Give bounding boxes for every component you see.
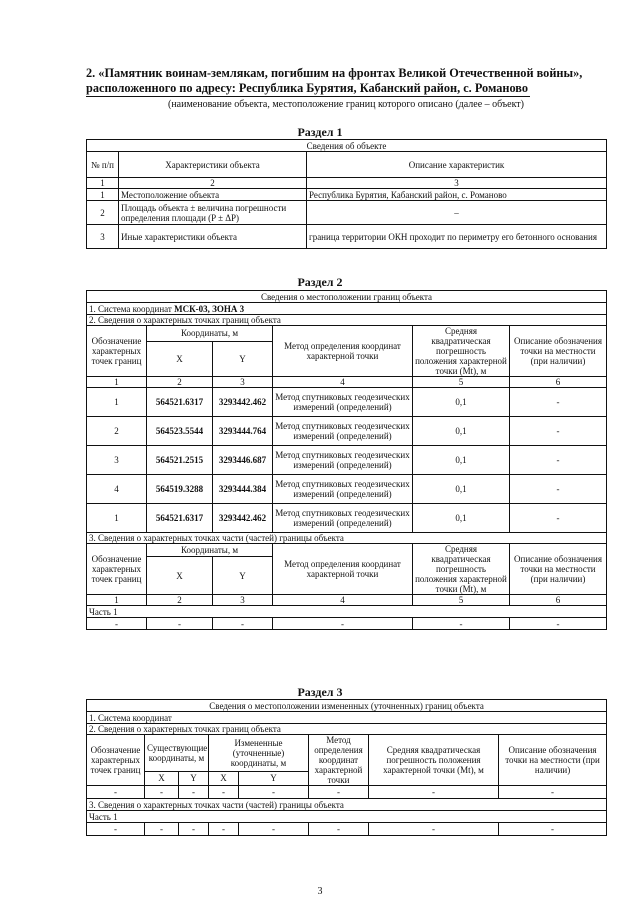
point-x: 564523.5544 xyxy=(147,417,213,446)
heading-subtitle: (наименование объекта, местоположение границ которого описано (далее – объект) xyxy=(167,99,525,110)
section-1-table xyxy=(86,139,607,249)
point-description: - xyxy=(510,388,607,417)
header-characteristic: Характеристики объекта xyxy=(119,152,307,178)
point-number: 1 xyxy=(87,504,147,533)
part-label: Часть 1 xyxy=(87,606,607,618)
coordinate-system-label: 1. Система координат xyxy=(89,303,175,314)
point-number: 2 xyxy=(87,417,147,446)
row-number: 2 xyxy=(87,201,119,225)
row-description: граница территории ОКН проходит по периметру его бетонного основания xyxy=(307,225,607,249)
empty-cell: - xyxy=(309,823,369,836)
numbering-cell: 4 xyxy=(273,377,413,388)
empty-cell: - xyxy=(239,823,309,836)
section-2-table xyxy=(86,290,607,630)
empty-cell: - xyxy=(309,786,369,799)
point-number: 1 xyxy=(87,388,147,417)
empty-cell: - xyxy=(369,786,499,799)
point-method: Метод спутниковых геодезических измерений (определений) xyxy=(273,504,413,533)
empty-cell: - xyxy=(209,823,239,836)
table-row xyxy=(87,417,607,446)
table-row xyxy=(87,225,607,249)
coordinate-system-value: МСК-03, ЗОНА 3 xyxy=(174,303,245,314)
point-method: Метод спутниковых геодезических измерений (определений) xyxy=(273,475,413,504)
heading-line-2: расположенного по адресу: Республика Бурятия, Кабанский район, с. Романово xyxy=(86,81,529,95)
section-1-table-title: Сведения об объекте xyxy=(87,140,607,152)
header-x: X xyxy=(147,341,213,376)
empty-cell: - xyxy=(209,786,239,799)
point-x: 564521.6317 xyxy=(147,388,213,417)
point-x: 564521.6317 xyxy=(147,504,213,533)
point-y: 3293444.764 xyxy=(213,417,273,446)
point-method: Метод спутниковых геодезических измерений (определений) xyxy=(273,417,413,446)
row-description: Республика Бурятия, Кабанский район, с. Романово xyxy=(307,189,607,201)
table-row xyxy=(87,189,607,201)
point-number: 4 xyxy=(87,475,147,504)
empty-cell: - xyxy=(499,786,607,799)
numbering-cell: 1 xyxy=(87,178,119,189)
numbering-cell: 4 xyxy=(273,595,413,606)
point-accuracy: 0,1 xyxy=(413,475,510,504)
table-row xyxy=(87,388,607,417)
point-method: Метод спутниковых геодезических измерений (определений) xyxy=(273,388,413,417)
row-characteristic: Площадь объекта ± величина погрешности определения площади (P ± ΔP) xyxy=(119,201,307,225)
table-row xyxy=(87,618,607,630)
parts-title: 3. Сведения о характерных точках части (частей) границы объекта xyxy=(87,799,607,811)
empty-cell: - xyxy=(213,618,273,630)
empty-cell: - xyxy=(145,786,179,799)
point-description: - xyxy=(510,504,607,533)
empty-cell: - xyxy=(499,823,607,836)
point-y: 3293446.687 xyxy=(213,446,273,475)
header-method: Метод определения координат характерной точки xyxy=(273,326,413,377)
numbering-cell: 3 xyxy=(213,595,273,606)
table-row xyxy=(87,475,607,504)
numbering-cell: 3 xyxy=(213,377,273,388)
section-3-table xyxy=(86,699,607,836)
numbering-cell: 1 xyxy=(87,377,147,388)
point-y: 3293442.462 xyxy=(213,504,273,533)
document-heading xyxy=(86,66,606,97)
empty-cell: - xyxy=(145,823,179,836)
header-y: Y xyxy=(179,771,209,785)
point-x: 564519.3288 xyxy=(147,475,213,504)
points-title: 2. Сведения о характерных точках границ объекта xyxy=(87,315,607,326)
empty-cell: - xyxy=(179,786,209,799)
numbering-cell: 1 xyxy=(87,595,147,606)
header-accuracy: Средняя квадратическая погрешность положения характерной точки (Mt), м xyxy=(413,544,510,595)
empty-cell: - xyxy=(273,618,413,630)
table-row xyxy=(87,823,607,836)
header-description: Описание характеристик xyxy=(307,152,607,178)
header-designation: Обозначение характерных точек границ xyxy=(87,544,147,595)
empty-cell: - xyxy=(179,823,209,836)
empty-cell: - xyxy=(87,786,145,799)
header-existing-coordinates: Существующие координаты, м xyxy=(145,735,209,772)
point-y: 3293442.462 xyxy=(213,388,273,417)
numbering-cell: 2 xyxy=(147,377,213,388)
header-number: № п/п xyxy=(87,152,119,178)
numbering-cell: 5 xyxy=(413,595,510,606)
header-accuracy: Средняя квадратическая погрешность положения характерной точки (Mt), м xyxy=(369,735,499,786)
header-changed-coordinates: Измененные (уточненные) координаты, м xyxy=(209,735,309,772)
numbering-cell: 2 xyxy=(147,595,213,606)
empty-cell: - xyxy=(87,618,147,630)
empty-cell: - xyxy=(87,823,145,836)
table-row xyxy=(87,504,607,533)
section-3-title: Раздел 3 xyxy=(297,685,343,699)
header-y: Y xyxy=(213,341,273,376)
section-2-table-title: Сведения о местоположении границ объекта xyxy=(87,291,607,303)
point-y: 3293444.384 xyxy=(213,475,273,504)
numbering-cell: 3 xyxy=(307,178,607,189)
point-method: Метод спутниковых геодезических измерений (определений) xyxy=(273,446,413,475)
header-method: Метод определения координат характерной точки xyxy=(309,735,369,786)
header-accuracy: Средняя квадратическая погрешность положения характерной точки (Mt), м xyxy=(413,326,510,377)
header-x: X xyxy=(209,771,239,785)
point-accuracy: 0,1 xyxy=(413,446,510,475)
point-description: - xyxy=(510,446,607,475)
section-2-title: Раздел 2 xyxy=(297,275,343,289)
section-3-table-title: Сведения о местоположении измененных (уточненных) границ объекта xyxy=(87,700,607,712)
table-row xyxy=(87,446,607,475)
point-accuracy: 0,1 xyxy=(413,388,510,417)
header-x: X xyxy=(145,771,179,785)
header-coordinates: Координаты, м xyxy=(147,326,273,342)
point-description: - xyxy=(510,417,607,446)
header-designation: Обозначение характерных точек границ xyxy=(87,735,145,786)
heading-line-1: 2. «Памятник воинам-землякам, погибшим на фронтах Великой Отечественной войны», xyxy=(86,66,583,80)
empty-cell: - xyxy=(369,823,499,836)
header-method: Метод определения координат характерной точки xyxy=(273,544,413,595)
point-accuracy: 0,1 xyxy=(413,504,510,533)
empty-cell: - xyxy=(510,618,607,630)
table-row xyxy=(87,786,607,799)
row-characteristic: Местоположение объекта xyxy=(119,189,307,201)
empty-cell: - xyxy=(147,618,213,630)
row-number: 3 xyxy=(87,225,119,249)
numbering-cell: 6 xyxy=(510,377,607,388)
coordinate-system xyxy=(87,303,607,315)
section-1-title: Раздел 1 xyxy=(297,125,343,139)
table-row xyxy=(87,201,607,225)
header-point-description: Описание обозначения точки на местности (при наличии) xyxy=(499,735,607,786)
numbering-cell: 6 xyxy=(510,595,607,606)
point-description: - xyxy=(510,475,607,504)
coordinate-system: 1. Система координат xyxy=(87,712,607,724)
row-characteristic: Иные характеристики объекта xyxy=(119,225,307,249)
point-accuracy: 0,1 xyxy=(413,417,510,446)
point-x: 564521.2515 xyxy=(147,446,213,475)
empty-cell: - xyxy=(413,618,510,630)
header-point-description: Описание обозначения точки на местности (при наличии) xyxy=(510,326,607,377)
empty-cell: - xyxy=(239,786,309,799)
header-coordinates: Координаты, м xyxy=(147,544,273,557)
parts-title: 3. Сведения о характерных точках части (частей) границы объекта xyxy=(87,533,607,544)
points-title: 2. Сведения о характерных точках границ объекта xyxy=(87,724,607,735)
part-label: Часть 1 xyxy=(87,811,607,823)
header-designation: Обозначение характерных точек границ xyxy=(87,326,147,377)
row-description: – xyxy=(307,201,607,225)
header-y: Y xyxy=(239,771,309,785)
page-number: 3 xyxy=(317,886,323,897)
numbering-cell: 2 xyxy=(119,178,307,189)
point-number: 3 xyxy=(87,446,147,475)
header-y: Y xyxy=(213,557,273,595)
numbering-cell: 5 xyxy=(413,377,510,388)
header-x: X xyxy=(147,557,213,595)
header-point-description: Описание обозначения точки на местности (при наличии) xyxy=(510,544,607,595)
row-number: 1 xyxy=(87,189,119,201)
